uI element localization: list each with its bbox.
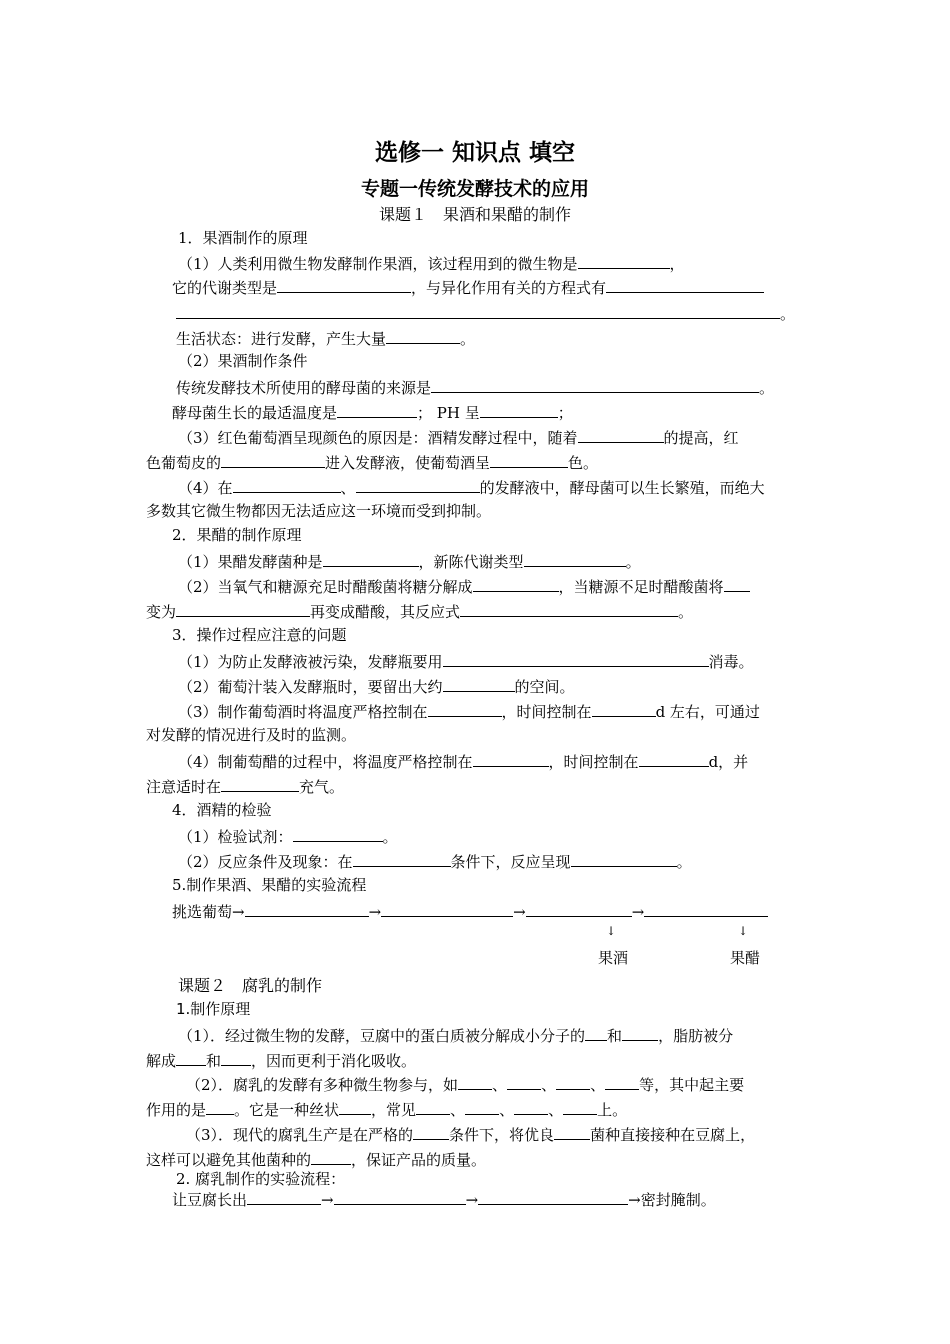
fill-blank[interactable]: [556, 1073, 590, 1090]
subheading: （2）果酒制作条件: [178, 352, 308, 370]
fill-blank[interactable]: [356, 476, 480, 493]
fill-blank[interactable]: [221, 1049, 251, 1066]
paragraph: （3）红色葡萄酒呈现颜色的原因是：酒精发酵过程中，随着 的提高，红: [178, 426, 739, 448]
section3-heading: 3．操作过程应注意的问题: [172, 626, 347, 644]
down-arrow-icon: ↓: [606, 924, 617, 938]
fill-blank[interactable]: [622, 1024, 658, 1041]
fill-blank[interactable]: [176, 302, 780, 319]
fill-blank[interactable]: [334, 1188, 466, 1205]
fill-blank[interactable]: [443, 675, 515, 692]
fill-blank[interactable]: [605, 1073, 639, 1090]
fill-blank[interactable]: [323, 550, 419, 567]
fill-blank[interactable]: [507, 1073, 541, 1090]
paragraph: 酵母菌生长的最适温度是 ； PH 呈 ；: [172, 401, 573, 423]
topic-title: 专题一传统发酵技术的应用: [360, 178, 589, 200]
wine-vinegar-flow: 挑选葡萄→ → → →: [172, 900, 768, 922]
flow-output-vinegar: 果醋: [730, 949, 761, 967]
fill-blank[interactable]: [554, 1123, 590, 1140]
fill-blank[interactable]: [563, 1098, 597, 1115]
paragraph: 色葡萄皮的 进入发酵液，使葡萄酒呈 色。: [146, 451, 598, 473]
paragraph: 它的代谢类型是 ，与异化作用有关的方程式有: [172, 276, 764, 298]
paragraph: （2）当氧气和糖源充足时醋酸菌将糖分解成 ，当糖源不足时醋酸菌将: [178, 575, 750, 597]
paragraph: （3）．现代的腐乳生产是在严格的 条件下，将优良 菌种直接接种在豆腐上，: [186, 1123, 755, 1145]
fill-blank[interactable]: [724, 575, 750, 592]
fill-blank[interactable]: [480, 401, 558, 418]
fill-blank[interactable]: [311, 1148, 351, 1165]
paragraph: （1）为防止发酵液被污染，发酵瓶要用 消毒。: [178, 650, 754, 672]
paragraph: （1）人类利用微生物发酵制作果酒，该过程用到的微生物是 ，: [178, 252, 685, 274]
paragraph: 。: [176, 302, 795, 324]
fill-blank[interactable]: [490, 451, 568, 468]
paragraph: 变为 再变成醋酸，其反应式 。: [146, 600, 693, 622]
lesson2-section1-heading: 1.制作原理: [176, 1000, 251, 1018]
fill-blank[interactable]: [221, 775, 299, 792]
fill-blank[interactable]: [206, 1098, 234, 1115]
fill-blank[interactable]: [585, 1024, 607, 1041]
paragraph: 生活状态：进行发酵，产生大量 。: [176, 327, 475, 349]
fill-blank[interactable]: [639, 750, 709, 767]
fill-blank[interactable]: [176, 1049, 206, 1066]
fill-blank[interactable]: [337, 401, 417, 418]
paragraph: 作用的是 。它是一种丝状 ，常见 、 、 、 上。: [146, 1098, 627, 1120]
section2-heading: 2．果醋的制作原理: [172, 526, 302, 544]
fill-blank[interactable]: [458, 1073, 492, 1090]
fill-blank[interactable]: [293, 825, 383, 842]
paragraph: 注意适时在 充气。: [146, 775, 344, 797]
lesson1-title: 课题１ 果酒和果醋的制作: [378, 205, 571, 224]
section1-heading: 1．果酒制作的原理: [178, 229, 308, 247]
fill-blank[interactable]: [353, 850, 451, 867]
paragraph: 这样可以避免其他菌种的 ，保证产品的质量。: [146, 1148, 486, 1170]
fill-blank[interactable]: [416, 1098, 450, 1115]
fill-blank[interactable]: [221, 451, 325, 468]
fill-blank[interactable]: [473, 750, 549, 767]
paragraph: 传统发酵技术所使用的酵母菌的来源是 。: [176, 376, 774, 398]
lesson2-title: 课题２ 腐乳的制作: [178, 976, 323, 995]
paragraph: （3）制作葡萄酒时将温度严格控制在 ，时间控制在 d 左右，可通过: [178, 700, 760, 722]
fill-blank[interactable]: [478, 1188, 628, 1205]
fill-blank[interactable]: [606, 276, 764, 293]
fill-blank[interactable]: [413, 1123, 449, 1140]
fill-blank[interactable]: [473, 575, 559, 592]
paragraph: 多数其它微生物都因无法适应这一环境而受到抑制。: [146, 502, 492, 520]
fill-blank[interactable]: [592, 700, 656, 717]
fill-blank[interactable]: [514, 1098, 548, 1115]
section5-heading: 5.制作果酒、果醋的实验流程: [172, 876, 367, 894]
fill-blank[interactable]: [526, 900, 632, 917]
fill-blank[interactable]: [339, 1098, 371, 1115]
paragraph: （4）在 、 的发酵液中，酵母菌可以生长繁殖，而绝大: [178, 476, 765, 498]
page-title: 选修一 知识点 填空: [374, 140, 575, 166]
fill-blank[interactable]: [428, 700, 502, 717]
fill-blank[interactable]: [571, 850, 677, 867]
fill-blank[interactable]: [176, 600, 310, 617]
paragraph: （1）．经过微生物的发酵，豆腐中的蛋白质被分解成小分子的 和 ，脂肪被分: [178, 1024, 733, 1046]
fill-blank[interactable]: [233, 476, 341, 493]
flow-output-wine: 果酒: [598, 949, 629, 967]
fill-blank[interactable]: [524, 550, 626, 567]
down-arrow-icon: ↓: [738, 924, 749, 938]
paragraph: （2）．腐乳的发酵有多种微生物参与，如 、 、 、 等，其中起主要: [186, 1073, 744, 1095]
paragraph: （2）葡萄汁装入发酵瓶时，要留出大约 的空间。: [178, 675, 575, 697]
fill-blank[interactable]: [277, 276, 411, 293]
paragraph: 对发酵的情况进行及时的监测。: [146, 726, 357, 744]
paragraph: （4）制葡萄醋的过程中，将温度严格控制在 ，时间控制在 d，并: [178, 750, 748, 772]
paragraph: （1）检验试剂： 。: [178, 825, 398, 847]
fill-blank[interactable]: [443, 650, 709, 667]
paragraph: 解成 和 ，因而更利于消化吸收。: [146, 1049, 416, 1071]
fill-blank[interactable]: [460, 600, 678, 617]
fill-blank[interactable]: [386, 327, 460, 344]
fill-blank[interactable]: [245, 900, 369, 917]
sufu-flow: 让豆腐长出 → → →密封腌制。: [172, 1188, 716, 1210]
fill-blank[interactable]: [644, 900, 768, 917]
fill-blank[interactable]: [578, 252, 670, 269]
paragraph: （1）果醋发酵菌种是 ，新陈代谢类型 。: [178, 550, 641, 572]
fill-blank[interactable]: [578, 426, 664, 443]
fill-blank[interactable]: [431, 376, 759, 393]
lesson2-section2-heading: 2. 腐乳制作的实验流程：: [176, 1170, 346, 1188]
paragraph: （2）反应条件及现象：在 条件下，反应呈现 。: [178, 850, 692, 872]
section4-heading: 4．酒精的检验: [172, 801, 272, 819]
fill-blank[interactable]: [465, 1098, 499, 1115]
fill-blank[interactable]: [247, 1188, 321, 1205]
fill-blank[interactable]: [381, 900, 513, 917]
